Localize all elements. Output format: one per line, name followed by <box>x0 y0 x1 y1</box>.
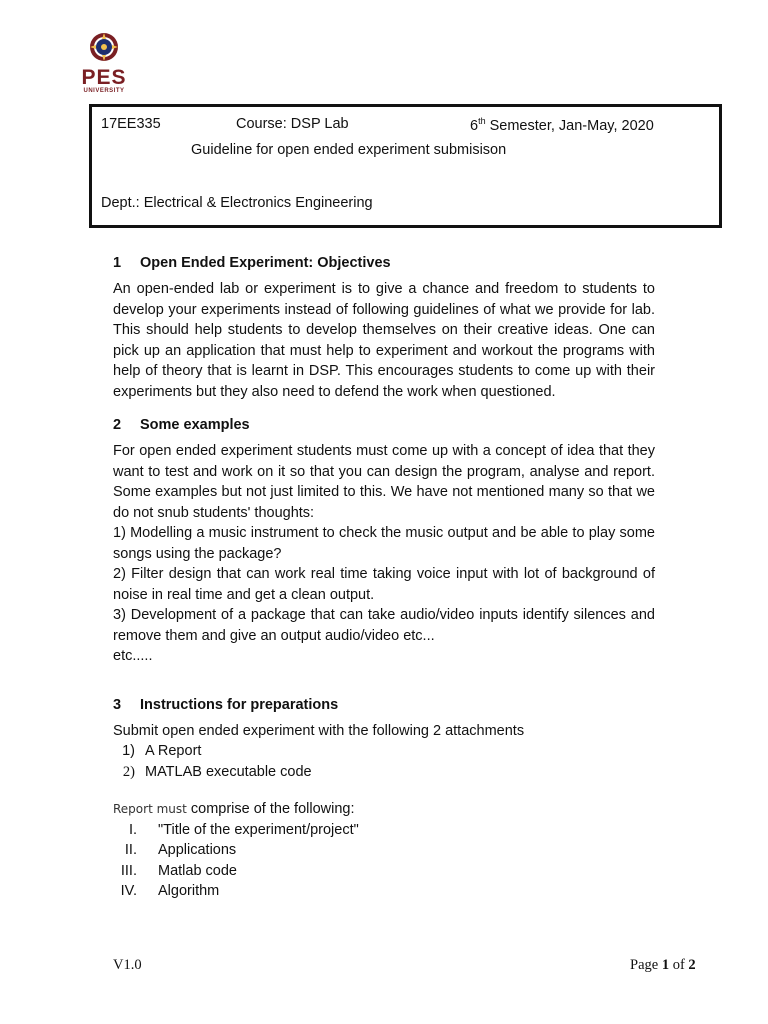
list-item: 2) MATLAB executable code <box>122 763 312 780</box>
section-heading-examples: 2 Some examples <box>113 417 250 433</box>
document-version: V1.0 <box>113 957 142 973</box>
pes-university-logo <box>76 30 132 100</box>
list-item: I. "Title of the experiment/project" <box>128 821 359 838</box>
guideline-title: Guideline for open ended experiment submisison <box>191 142 507 158</box>
examples-tail: etc..... <box>113 648 153 664</box>
section-heading-instructions: 3 Instructions for preparations <box>113 696 339 713</box>
course-header-box <box>89 104 722 228</box>
instructions-intro: Submit open ended experiment with the following 2 attachments <box>113 722 525 739</box>
examples-block <box>113 441 655 667</box>
logo-name: PES <box>81 66 127 89</box>
document-body <box>113 255 655 902</box>
attachments-list <box>113 741 655 782</box>
list-item: 1) A Report <box>122 743 202 759</box>
course-name: Course: DSP Lab <box>236 116 349 132</box>
example-item: 1) Modelling a music instrument to check the music output and be able to play some songs using the package? <box>113 525 655 562</box>
course-code: 17EE335 <box>101 116 161 132</box>
example-item: 3) Development of a package that can take audio/video inputs identify silences and remove them and give an output audio/video etc... <box>113 607 655 644</box>
report-items-list <box>113 820 655 902</box>
example-item: 2) Filter design that can work real time taking voice input with lot of background of noise in real time and get a clean output. <box>113 566 655 603</box>
department: Dept.: Electrical & Electronics Engineering <box>101 195 373 211</box>
semester: 6th Semester, Jan-May, 2020 <box>470 116 654 134</box>
report-requirements-intro: Report must comprise of the following: <box>113 801 355 817</box>
list-item: IV. Algorithm <box>120 883 220 899</box>
objectives-paragraph: An open-ended lab or experiment is to give a chance and freedom to students to develop your experiments instead of following guidelines of what we provide for lab. This should help students to develop themselves on their creative ideas. One can pick up an application that must help to experiment and workout the programs with help of theory that is learnt in DSP. This encourages students to come up with their experiments but they also need to defend the work when questioned. <box>113 281 655 400</box>
section-heading-objectives: 1 Open Ended Experiment: Objectives <box>113 255 391 271</box>
list-item: III. Matlab code <box>120 862 237 879</box>
logo-subtitle: UNIVERSITY <box>83 88 125 94</box>
examples-paragraph: For open ended experiment students must come up with a concept of idea that they want to test and work on it so that you can design the program, analyse and report. Some examples but not just limited to this. We have not mentioned many so that we do not snub students' thoughts: <box>113 443 655 521</box>
page-number: Page 1 of 2 <box>630 957 696 973</box>
list-item: II. Applications <box>124 842 237 858</box>
pes-emblem-icon <box>76 30 132 68</box>
